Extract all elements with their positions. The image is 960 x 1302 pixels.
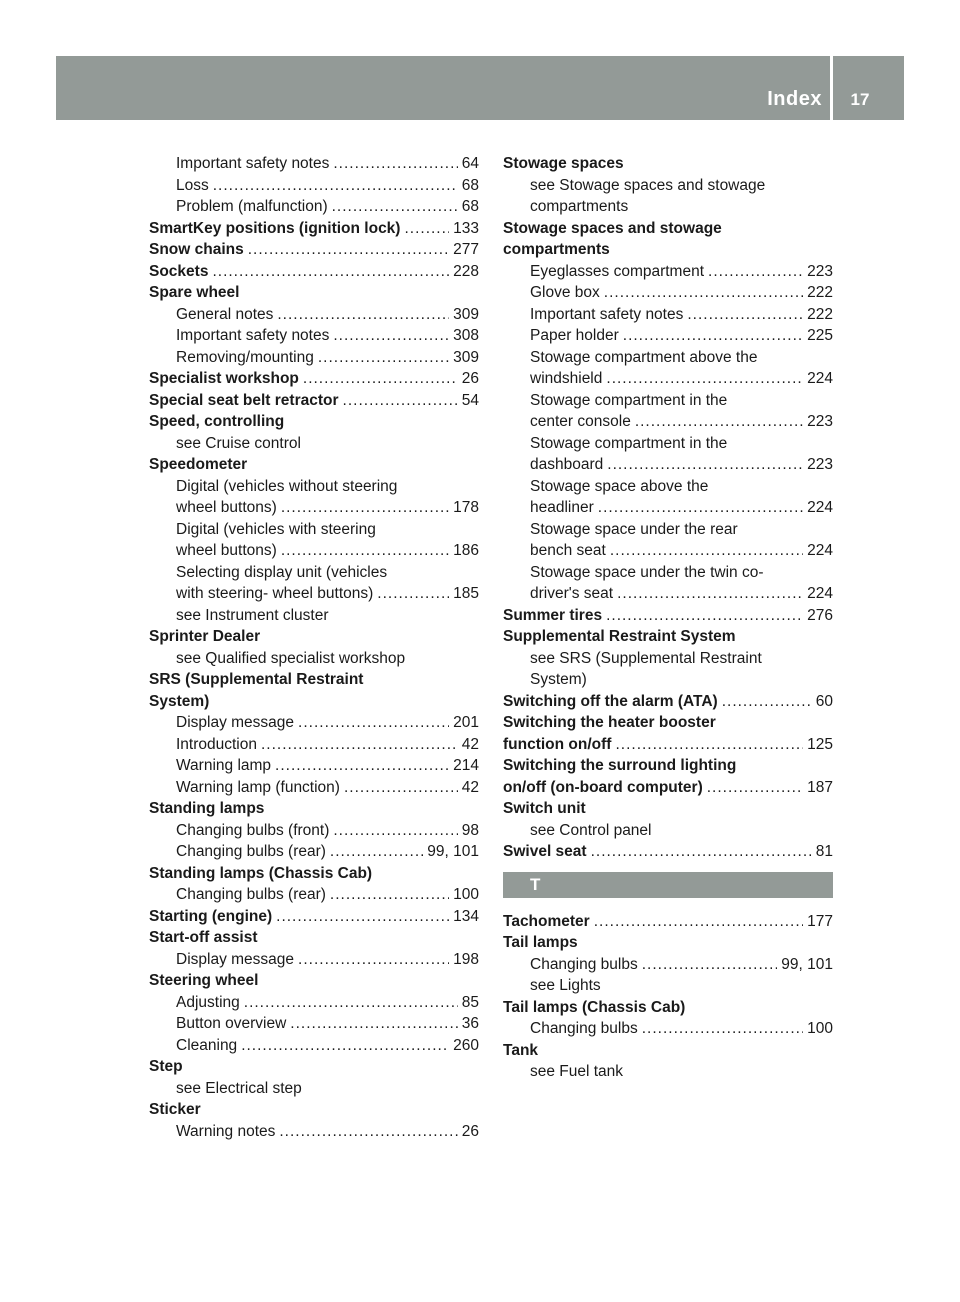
page-reference: 201 [453, 714, 479, 731]
dot-leader [623, 325, 803, 347]
page-reference: 224 [807, 542, 833, 559]
dot-leader [330, 884, 449, 906]
entry-label: Display message [176, 950, 295, 968]
entry-label: Spare wheel [149, 284, 240, 301]
page-number: 17 [850, 90, 870, 109]
dot-leader [687, 304, 803, 326]
page-reference: 224 [807, 370, 833, 387]
entry-label: Tachometer [503, 912, 590, 930]
entry-label: Stowage space under the rear [530, 520, 738, 538]
page-reference: 99, 101 [427, 843, 479, 860]
page-reference: 223 [807, 456, 833, 473]
index-subentry [503, 411, 833, 433]
entry-label: Adjusting [176, 993, 240, 1011]
entry-label: see SRS (Supplemental Restraint [530, 649, 762, 667]
entry-label: Specialist workshop [149, 370, 299, 387]
index-subentry [503, 583, 833, 605]
page-reference: 177 [807, 912, 833, 930]
index-subentry [149, 476, 479, 498]
entry-label: Introduction [176, 735, 257, 753]
entry-label: Stowage space under the twin co- [530, 563, 764, 581]
dot-leader [213, 175, 458, 197]
entry-label: Stowage spaces and stowage [503, 219, 722, 237]
index-column-right [503, 153, 833, 1083]
entry-label: SmartKey positions (ignition lock) [149, 219, 401, 237]
index-entry [149, 261, 479, 283]
entry-label: Glove box [530, 284, 600, 301]
entry-label: Selecting display unit (vehicles [176, 563, 388, 581]
index-subentry [149, 734, 479, 756]
index-subentry [149, 497, 479, 519]
index-subentry [149, 519, 479, 541]
index-entry [503, 777, 833, 799]
entry-label: see Stowage spaces and stowage [530, 176, 766, 194]
index-subentry [149, 1121, 479, 1143]
index-entry [149, 626, 479, 648]
entry-label: see Fuel tank [530, 1063, 624, 1080]
page-reference: 187 [807, 778, 833, 796]
index-entry [503, 626, 833, 648]
entry-label: Stowage compartment in the [530, 434, 728, 452]
index-entry [503, 932, 833, 954]
dot-leader [344, 777, 458, 799]
index-subentry [149, 648, 479, 670]
dot-leader [281, 497, 449, 519]
index-entry [149, 282, 479, 304]
index-subentry [503, 261, 833, 283]
index-subentry [149, 884, 479, 906]
index-subentry [503, 669, 833, 691]
entry-label: see Cruise control [176, 434, 301, 452]
dot-leader [610, 540, 803, 562]
dot-leader [707, 777, 803, 799]
entry-label: see Lights [530, 977, 601, 994]
dot-leader [606, 605, 803, 627]
index-subentry [503, 820, 833, 842]
dot-leader [708, 261, 803, 283]
index-subentry [503, 347, 833, 369]
page-reference: 224 [807, 585, 833, 602]
entry-label: center console [530, 413, 631, 430]
page-reference: 185 [453, 585, 479, 602]
index-subentry [503, 1018, 833, 1040]
dot-leader [290, 1013, 457, 1035]
section-title: Index [767, 88, 822, 110]
index-entry [503, 997, 833, 1019]
page-reference: 223 [807, 413, 833, 430]
dot-leader [244, 992, 458, 1014]
entry-label: Speedometer [149, 456, 248, 473]
index-entry [503, 153, 833, 175]
index-subentry [503, 540, 833, 562]
entry-label: Important safety notes [176, 155, 330, 172]
entry-label: Stowage compartment above the [530, 348, 758, 366]
entry-label: Switch unit [503, 800, 586, 817]
entry-label: wheel buttons) [176, 542, 277, 559]
entry-label: windshield [530, 370, 603, 387]
entry-label: wheel buttons) [176, 499, 277, 516]
index-subentry [149, 1035, 479, 1057]
index-entry [503, 218, 833, 240]
dot-leader [330, 841, 423, 863]
entry-label: Standing lamps [149, 800, 265, 817]
dot-leader [722, 691, 812, 713]
entry-label: Paper holder [530, 327, 619, 344]
index-subentry [149, 755, 479, 777]
page-reference: 277 [453, 241, 479, 258]
page-reference: 54 [461, 391, 479, 409]
dot-leader [642, 954, 778, 976]
entry-label: Stowage space above the [530, 477, 709, 495]
entry-label: see Instrument cluster [176, 606, 329, 624]
index-subentry [149, 562, 479, 584]
entry-label: Stowage spaces [503, 155, 624, 172]
index-subentry [503, 175, 833, 197]
index-entry [149, 368, 479, 390]
index-entry [503, 691, 833, 713]
index-entry [149, 1099, 479, 1121]
index-subentry [503, 454, 833, 476]
index-subentry [503, 954, 833, 976]
entry-label: Tail lamps (Chassis Cab) [503, 998, 686, 1016]
index-subentry [149, 841, 479, 863]
index-entry [149, 927, 479, 949]
entry-label: compartments [530, 198, 629, 215]
index-entry [503, 239, 833, 261]
entry-label: System) [530, 671, 587, 688]
index-entry [149, 798, 479, 820]
index-subentry [149, 153, 479, 175]
page-reference: 60 [815, 692, 833, 710]
index-subentry [149, 325, 479, 347]
entry-label: Cleaning [176, 1036, 238, 1054]
index-subentry [149, 175, 479, 197]
entry-label: Stowage compartment in the [530, 391, 728, 409]
dot-leader [248, 239, 449, 261]
index-entry [149, 970, 479, 992]
entry-label: Sticker [149, 1101, 201, 1118]
index-entry [503, 1040, 833, 1062]
page-reference: 225 [807, 327, 833, 344]
entry-label: Summer tires [503, 606, 603, 624]
page-reference: 223 [807, 262, 833, 280]
dot-leader [591, 841, 812, 863]
index-subentry [503, 476, 833, 498]
entry-label: on/off (on-board computer) [503, 778, 703, 796]
index-entry [503, 755, 833, 777]
index-subentry [149, 820, 479, 842]
dot-leader [377, 583, 449, 605]
entry-label: Swivel seat [503, 843, 587, 860]
index-subentry [503, 519, 833, 541]
dot-leader [642, 1018, 803, 1040]
dot-leader [617, 583, 803, 605]
entry-label: Digital (vehicles with steering [176, 520, 376, 538]
index-column-left [149, 153, 479, 1142]
index-subentry [503, 1061, 833, 1083]
index-subentry [503, 648, 833, 670]
dot-leader [241, 1035, 449, 1057]
index-subentry [503, 368, 833, 390]
page-reference: 36 [461, 1015, 479, 1032]
dot-leader [607, 454, 803, 476]
entry-label: Problem (malfunction) [176, 198, 328, 215]
page-reference: 42 [461, 778, 479, 796]
index-entry [149, 411, 479, 433]
index-entry [149, 390, 479, 412]
index-subentry [503, 304, 833, 326]
dot-leader [275, 755, 449, 777]
index-entry [503, 798, 833, 820]
dot-leader [635, 411, 803, 433]
dot-leader [404, 218, 449, 240]
index-entry [149, 239, 479, 261]
entry-label: Important safety notes [530, 305, 684, 323]
page-reference: 308 [453, 327, 479, 344]
entry-label: headliner [530, 499, 594, 516]
entry-label: SRS (Supplemental Restraint [149, 671, 364, 688]
dot-leader [298, 712, 449, 734]
entry-label: Changing bulbs [530, 955, 638, 973]
entry-label: Warning lamp [176, 757, 272, 774]
index-subentry [149, 712, 479, 734]
index-subentry [149, 540, 479, 562]
entry-label: Start-off assist [149, 929, 258, 946]
page-reference: 98 [461, 821, 479, 839]
entry-label: Warning notes [176, 1122, 276, 1140]
entry-label: see Control panel [530, 821, 652, 839]
entry-label: Snow chains [149, 241, 244, 258]
page-reference: 260 [453, 1036, 479, 1054]
dot-leader [277, 304, 449, 326]
index-subentry [149, 304, 479, 326]
entry-label: System) [149, 692, 210, 710]
entry-label: Switching the heater booster [503, 714, 716, 731]
entry-label: Switching off the alarm (ATA) [503, 692, 718, 710]
index-entry [149, 691, 479, 713]
entry-label: Steering wheel [149, 972, 259, 989]
entry-label: driver's seat [530, 585, 614, 602]
header-separator [830, 56, 833, 120]
page-reference: 99, 101 [781, 955, 833, 973]
index-subentry [149, 1013, 479, 1035]
entry-label: Loss [176, 176, 209, 194]
page-reference: 42 [461, 735, 479, 753]
page-reference: 309 [453, 305, 479, 323]
page-reference: 81 [815, 843, 833, 860]
entry-label: Switching the surround lighting [503, 757, 737, 774]
page-reference: 222 [807, 284, 833, 301]
entry-label: Tank [503, 1041, 539, 1059]
entry-label: Changing bulbs (rear) [176, 886, 326, 903]
entry-label: Special seat belt retractor [149, 391, 339, 409]
index-subentry [149, 196, 479, 218]
page-reference: 64 [461, 155, 479, 172]
entry-label: Standing lamps (Chassis Cab) [149, 864, 373, 882]
dot-leader [333, 820, 457, 842]
page-reference: 214 [453, 757, 479, 774]
page-reference: 85 [461, 993, 479, 1011]
entry-label: bench seat [530, 542, 606, 559]
entry-label: compartments [503, 241, 610, 258]
entry-label: Supplemental Restraint System [503, 628, 736, 645]
index-subentry [503, 390, 833, 412]
page-reference: 134 [453, 907, 479, 925]
page-reference: 26 [461, 1122, 479, 1140]
index-entry [503, 734, 833, 756]
index-subentry [503, 497, 833, 519]
index-entry [149, 1056, 479, 1078]
entry-label: Display message [176, 714, 295, 731]
dot-leader [279, 1121, 457, 1143]
entry-label: Changing bulbs [530, 1020, 638, 1037]
index-subentry [503, 433, 833, 455]
entry-label: Important safety notes [176, 327, 330, 344]
index-subentry [149, 1078, 479, 1100]
index-subentry [149, 992, 479, 1014]
index-subentry [149, 347, 479, 369]
entry-label: Eyeglasses compartment [530, 262, 705, 280]
page-reference: 68 [461, 198, 479, 215]
entry-label: Tail lamps [503, 934, 578, 951]
entry-label: Sockets [149, 262, 209, 280]
dot-leader [333, 325, 449, 347]
dot-leader [212, 261, 449, 283]
index-subentry [503, 562, 833, 584]
dot-leader [594, 911, 803, 933]
dot-leader [281, 540, 449, 562]
page-reference: 178 [453, 499, 479, 516]
dot-leader [598, 497, 803, 519]
index-entry [149, 906, 479, 928]
entry-label: Removing/mounting [176, 348, 314, 366]
page-reference: 133 [453, 219, 479, 237]
entry-label: Starting (engine) [149, 907, 273, 925]
letter-section-header: T [503, 872, 833, 898]
page-reference: 68 [461, 176, 479, 194]
entry-label: Digital (vehicles without steering [176, 477, 398, 495]
index-entry [149, 454, 479, 476]
index-subentry [503, 325, 833, 347]
entry-label: General notes [176, 305, 274, 323]
page-reference: 276 [807, 606, 833, 624]
entry-label: Step [149, 1058, 183, 1075]
page-reference: 198 [453, 950, 479, 968]
page-reference: 26 [461, 370, 479, 387]
dot-leader [318, 347, 449, 369]
entry-label: Button overview [176, 1015, 287, 1032]
index-subentry [503, 282, 833, 304]
dot-leader [604, 282, 803, 304]
dot-leader [332, 196, 458, 218]
index-entry [149, 218, 479, 240]
index-subentry [149, 433, 479, 455]
index-subentry [503, 196, 833, 218]
entry-label: Warning lamp (function) [176, 778, 340, 796]
page-reference: 309 [453, 348, 479, 366]
dot-leader [298, 949, 449, 971]
entry-label: function on/off [503, 735, 612, 753]
dot-leader [333, 153, 457, 175]
dot-leader [261, 734, 458, 756]
index-entry [149, 863, 479, 885]
index-subentry [149, 583, 479, 605]
dot-leader [303, 368, 458, 390]
entry-label: dashboard [530, 456, 604, 473]
index-subentry [503, 975, 833, 997]
index-entry [503, 712, 833, 734]
page-reference: 125 [807, 735, 833, 753]
entry-label: Sprinter Dealer [149, 628, 261, 645]
page-reference: 100 [807, 1020, 833, 1037]
index-entry [503, 911, 833, 933]
index-entry [503, 841, 833, 863]
index-subentry [149, 605, 479, 627]
dot-leader [343, 390, 458, 412]
dot-leader [606, 368, 803, 390]
dot-leader [276, 906, 449, 928]
index-entry [149, 669, 479, 691]
entry-label: Changing bulbs (front) [176, 821, 330, 839]
entry-label: Changing bulbs (rear) [176, 843, 326, 860]
entry-label: see Electrical step [176, 1079, 302, 1097]
index-subentry [149, 777, 479, 799]
page-reference: 222 [807, 305, 833, 323]
entry-label: see Qualified specialist workshop [176, 649, 406, 667]
index-subentry [149, 949, 479, 971]
index-entry [503, 605, 833, 627]
page-reference: 228 [453, 262, 479, 280]
dot-leader [615, 734, 803, 756]
entry-label: with steering- wheel buttons) [176, 585, 374, 602]
page-reference: 186 [453, 542, 479, 559]
page-reference: 100 [453, 886, 479, 903]
entry-label: Speed, controlling [149, 413, 285, 430]
page-reference: 224 [807, 499, 833, 516]
